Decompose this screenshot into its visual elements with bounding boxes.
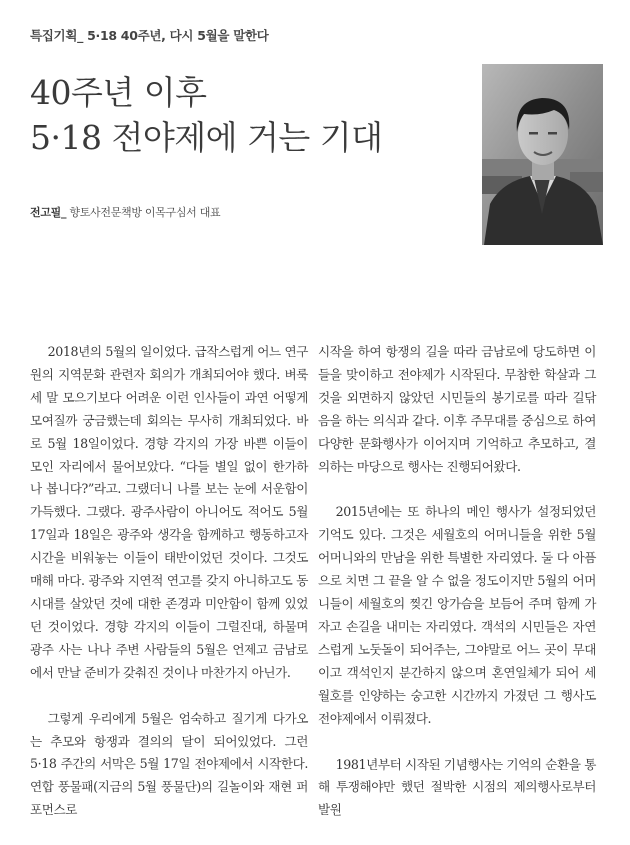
body-column-left — [30, 341, 308, 845]
author-title: 향토사전문책방 이목구심서 대표 — [69, 206, 221, 219]
paragraph: 시작을 하여 항쟁의 길을 따라 금남로에 당도하면 이들을 맞이하고 전야제가 시작된다. 무참한 학살과 그것을 외면하지 않았던 시민들의 봉기로를 따라 길닦음을 하는 의식과 같다. 이후 주무대를 중심으로 하여 다양한 문화행사가 이어지며 기억하고 추모하고, 결의하는 마당으로 행사는 진행되어왔다. — [318, 344, 596, 474]
paragraph: 그렇게 우리에게 5월은 엄숙하고 질기게 다가오는 추모와 항쟁과 결의의 달이 되어있었다. 그런 5·18 주간의 서막은 5월 17일 전야제에서 시작한다. 연합 풍물패(지금의 5월 풍물단)의 길놀이와 재현 퍼포먼스로 — [30, 710, 308, 818]
author-byline — [30, 204, 220, 220]
author-name: 전고필_ — [30, 206, 67, 219]
title-line-2: 5·18 전야제에 거는 기대 — [30, 118, 383, 157]
author-portrait-image — [482, 64, 603, 245]
paragraph: 2015년에는 또 하나의 메인 행사가 설정되었던 기억도 있다. 그것은 세월호의 어머니들을 위한 5월 어머니와의 만남을 위한 특별한 자리였다. 둘 다 아픔으로 치면 그 끝을 알 수 없을 정도이지만 5월의 어머니들이 세월호의 찢긴 앙가슴을 보듬어 주며 함께 가자고 손길을 내미는 자리였다. 객석의 시민들은 자연스럽게 노둣돌이 되어주는, 그야말로 어느 곳이 무대이고 객석인지 분간하지 않으며 혼연일체가 되어 세월호를 인양하는 숭고한 시간까지 가졌던 그 행사도 전야제에서 이뤄졌다. — [318, 504, 596, 726]
paragraph: 2018년의 5월의 일이었다. 급작스럽게 어느 연구원의 지역문화 관련자 회의가 개최되어야 했다. 벼룩 세 말 모으기보다 어려운 이런 인사들이 과연 어떻게 모여질까 궁금했는데 회의는 무사히 개최되었다. 바로 5월 18일이었다. 경향 각지의 가장 바쁜 이들이 모인 자리에서 물어보았다. “다들 별일 없이 한가하나 봅니다?”라고. 그랬더니 나를 보는 눈에 서운함이 가득했다. 그랬다. 광주사람이 아니어도 적어도 5월 17일과 18일은 광주와 생각을 함께하고 행동하고자 시간을 비워놓는 이들이 태반이었던 것이다. 그것도 매해 마다. 광주와 지연적 연고를 갖지 아니하고도 동시대를 살았던 것에 대한 존경과 미안함이 함께 있었던 것이었다. 경향 각지의 이들이 그럴진대, 하물며 광주 사는 나나 주변 사람들의 5월은 언제고 금남로에서 만날 준비가 갖춰진 것이나 마찬가지 아닌가. — [30, 344, 308, 680]
body-column-right — [318, 341, 596, 845]
paragraph: 1981년부터 시작된 기념행사는 기억의 순환을 통해 투쟁해야만 했던 절박한 시점의 제의행사로부터 발원 — [318, 756, 596, 818]
article-title — [30, 70, 440, 160]
series-header: 특집기획_ 5·18 40주년, 다시 5월을 말한다 — [30, 28, 269, 43]
author-photo — [482, 64, 603, 245]
title-line-1: 40주년 이후 — [30, 73, 207, 112]
